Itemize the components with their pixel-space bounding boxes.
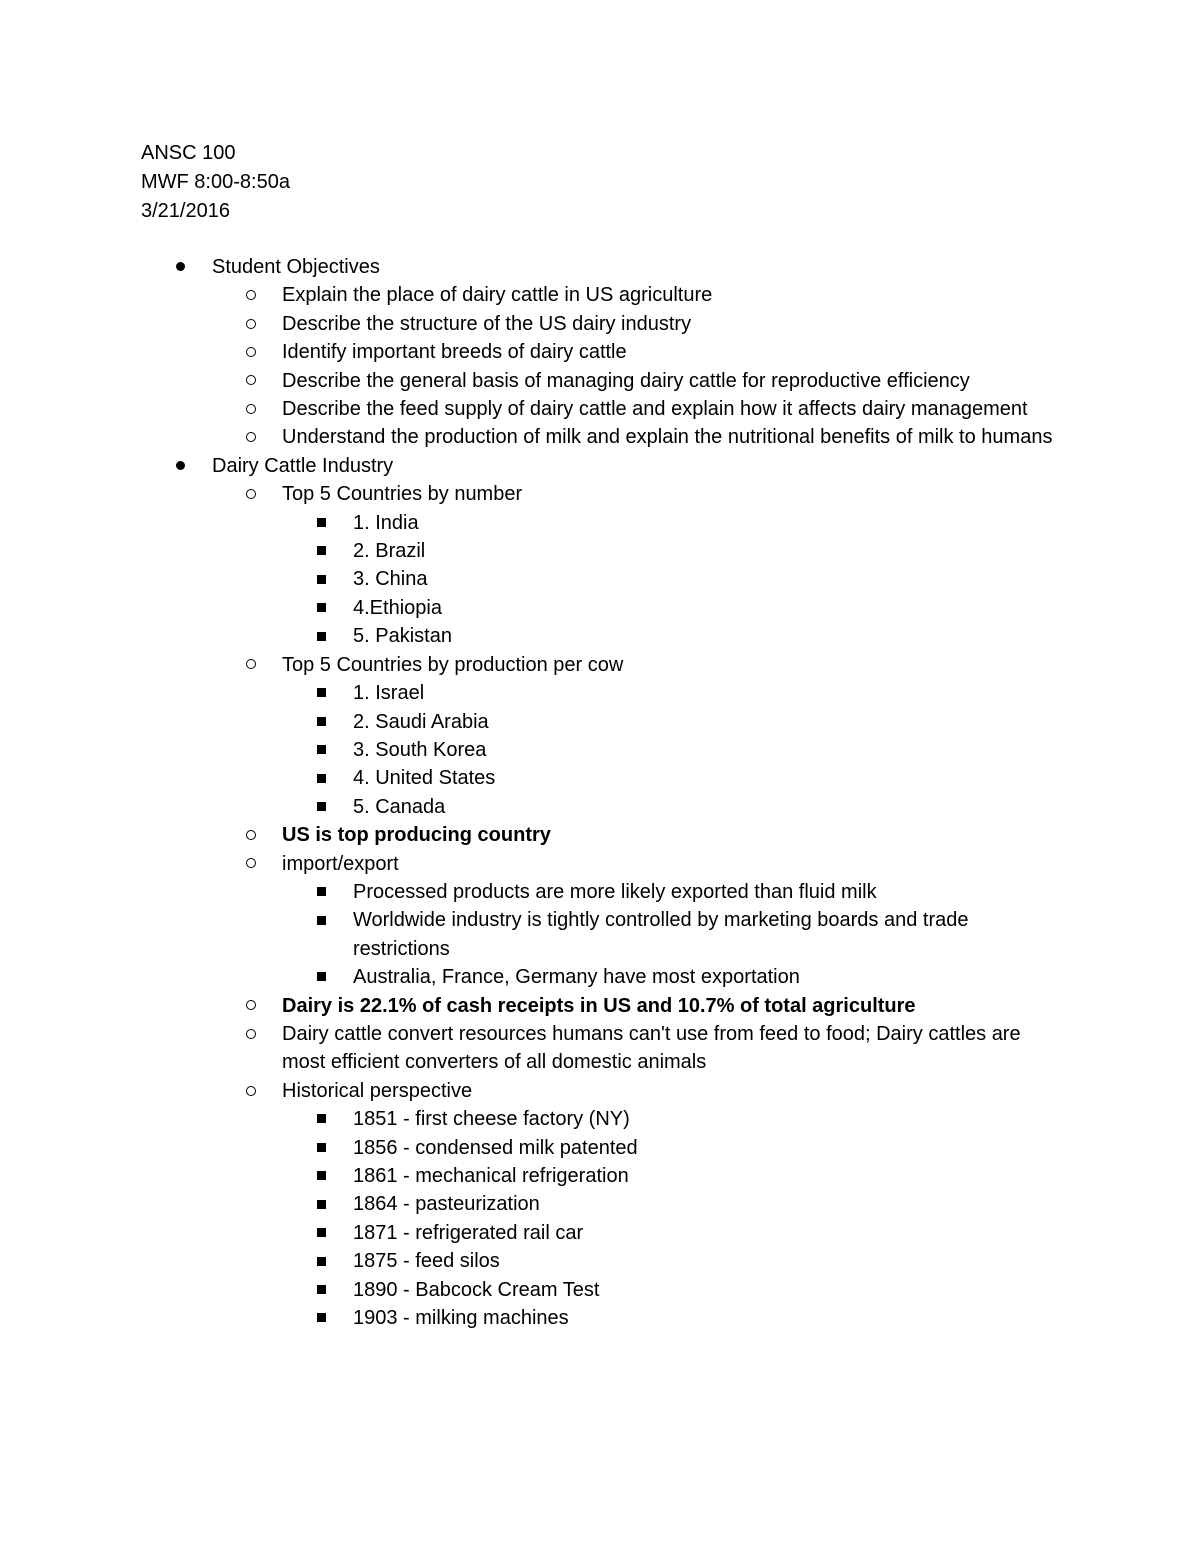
ring-bullet-icon bbox=[246, 651, 256, 679]
section-student-objectives bbox=[0, 253, 1200, 281]
list-item bbox=[0, 310, 1200, 338]
key-fact: Dairy is 22.1% of cash receipts in US and 10.7% of total agriculture bbox=[282, 994, 916, 1017]
list-item bbox=[0, 1020, 1200, 1077]
list-item bbox=[0, 1134, 1200, 1162]
list-item bbox=[0, 395, 1200, 423]
ring-bullet-icon bbox=[246, 281, 256, 309]
square-bullet-icon bbox=[317, 1304, 326, 1332]
square-bullet-icon bbox=[317, 906, 326, 934]
disc-bullet-icon bbox=[176, 253, 185, 281]
list-item bbox=[0, 1276, 1200, 1304]
square-bullet-icon bbox=[317, 1134, 326, 1162]
objective-text: Identify important breeds of dairy cattle bbox=[282, 341, 627, 364]
square-bullet-icon bbox=[317, 622, 326, 650]
subsection-label: Historical perspective bbox=[282, 1079, 473, 1102]
country-rank: 4. United States bbox=[353, 767, 496, 790]
ring-bullet-icon bbox=[246, 1077, 256, 1105]
list-item bbox=[0, 850, 1200, 878]
list-item bbox=[0, 480, 1200, 508]
country-rank: 5. Canada bbox=[353, 795, 446, 818]
country-rank: 2. Saudi Arabia bbox=[353, 710, 489, 733]
list-item bbox=[0, 651, 1200, 679]
list-item bbox=[0, 1304, 1200, 1332]
list-item bbox=[0, 1247, 1200, 1275]
note-text: Australia, France, Germany have most exportation bbox=[353, 966, 800, 989]
list-item bbox=[0, 906, 1200, 963]
list-item bbox=[0, 565, 1200, 593]
list-item bbox=[0, 963, 1200, 991]
objective-text: Understand the production of milk and explain the nutritional benefits of milk to humans bbox=[282, 426, 1053, 449]
list-item bbox=[0, 509, 1200, 537]
list-item bbox=[0, 594, 1200, 622]
square-bullet-icon bbox=[317, 679, 326, 707]
list-item bbox=[0, 878, 1200, 906]
class-schedule: MWF 8:00-8:50a bbox=[141, 171, 290, 193]
subsection-label: Top 5 Countries by production per cow bbox=[282, 653, 624, 676]
square-bullet-icon bbox=[317, 764, 326, 792]
list-item bbox=[0, 622, 1200, 650]
square-bullet-icon bbox=[317, 1162, 326, 1190]
ring-bullet-icon bbox=[246, 423, 256, 451]
square-bullet-icon bbox=[317, 1190, 326, 1218]
note-date: 3/21/2016 bbox=[141, 200, 230, 222]
section-title: Student Objectives bbox=[212, 256, 380, 278]
note-text: Processed products are more likely exported than fluid milk bbox=[353, 880, 877, 903]
square-bullet-icon bbox=[317, 793, 326, 821]
objective-text: Describe the general basis of managing dairy cattle for reproductive efficiency bbox=[282, 369, 970, 392]
square-bullet-icon bbox=[317, 878, 326, 906]
list-item bbox=[0, 736, 1200, 764]
ring-bullet-icon bbox=[246, 338, 256, 366]
section-dairy-cattle-industry bbox=[0, 452, 1200, 480]
country-rank: 1. Israel bbox=[353, 682, 425, 705]
section-title: Dairy Cattle Industry bbox=[212, 454, 394, 477]
ring-bullet-icon bbox=[246, 367, 256, 395]
note-text: Worldwide industry is tightly controlled by marketing boards and trade restrictions bbox=[353, 909, 969, 960]
country-rank: 2. Brazil bbox=[353, 540, 426, 563]
subsection-label: import/export bbox=[282, 852, 399, 875]
history-event: 1861 - mechanical refrigeration bbox=[353, 1165, 629, 1187]
list-item bbox=[0, 1105, 1200, 1133]
list-item bbox=[0, 338, 1200, 366]
list-item bbox=[0, 1190, 1200, 1218]
objective-text: Explain the place of dairy cattle in US agriculture bbox=[282, 284, 713, 307]
ring-bullet-icon bbox=[246, 480, 256, 508]
ring-bullet-icon bbox=[246, 1020, 256, 1048]
country-rank: 3. China bbox=[353, 568, 428, 591]
history-event: 1875 - feed silos bbox=[353, 1250, 500, 1273]
country-rank: 5. Pakistan bbox=[353, 625, 452, 648]
objective-text: Describe the structure of the US dairy industry bbox=[282, 312, 692, 335]
list-item bbox=[0, 821, 1200, 849]
square-bullet-icon bbox=[317, 1247, 326, 1275]
list-item bbox=[0, 367, 1200, 395]
list-item bbox=[0, 708, 1200, 736]
ring-bullet-icon bbox=[246, 850, 256, 878]
square-bullet-icon bbox=[317, 963, 326, 991]
square-bullet-icon bbox=[317, 537, 326, 565]
list-item bbox=[0, 423, 1200, 451]
country-rank: 4.Ethiopia bbox=[353, 596, 442, 619]
course-code: ANSC 100 bbox=[141, 142, 236, 164]
square-bullet-icon bbox=[317, 1219, 326, 1247]
history-event: 1871 - refrigerated rail car bbox=[353, 1221, 584, 1244]
square-bullet-icon bbox=[317, 1276, 326, 1304]
list-item bbox=[0, 1219, 1200, 1247]
list-item bbox=[0, 764, 1200, 792]
history-event: 1864 - pasteurization bbox=[353, 1193, 540, 1216]
ring-bullet-icon bbox=[246, 821, 256, 849]
ring-bullet-icon bbox=[246, 310, 256, 338]
country-rank: 3. South Korea bbox=[353, 738, 487, 761]
note-header bbox=[141, 139, 290, 226]
list-item bbox=[0, 1077, 1200, 1105]
history-event: 1851 - first cheese factory (NY) bbox=[353, 1108, 630, 1131]
square-bullet-icon bbox=[317, 736, 326, 764]
history-event: 1903 - milking machines bbox=[353, 1307, 569, 1330]
list-item bbox=[0, 537, 1200, 565]
list-item bbox=[0, 1162, 1200, 1190]
key-fact: US is top producing country bbox=[282, 824, 551, 847]
list-item bbox=[0, 281, 1200, 309]
list-item bbox=[0, 992, 1200, 1020]
square-bullet-icon bbox=[317, 1105, 326, 1133]
disc-bullet-icon bbox=[176, 452, 185, 480]
ring-bullet-icon bbox=[246, 395, 256, 423]
note-text: Dairy cattle convert resources humans can't use from feed to food; Dairy cattles are most efficient converters of all domestic animals bbox=[282, 1022, 1021, 1074]
ring-bullet-icon bbox=[246, 992, 256, 1020]
subsection-label: Top 5 Countries by number bbox=[282, 483, 523, 506]
outline bbox=[0, 253, 1200, 1332]
square-bullet-icon bbox=[317, 509, 326, 537]
square-bullet-icon bbox=[317, 594, 326, 622]
history-event: 1890 - Babcock Cream Test bbox=[353, 1278, 600, 1301]
objective-text: Describe the feed supply of dairy cattle and explain how it affects dairy management bbox=[282, 398, 1028, 421]
history-event: 1856 - condensed milk patented bbox=[353, 1136, 638, 1159]
list-item bbox=[0, 679, 1200, 707]
list-item bbox=[0, 793, 1200, 821]
square-bullet-icon bbox=[317, 565, 326, 593]
country-rank: 1. India bbox=[353, 511, 419, 534]
square-bullet-icon bbox=[317, 708, 326, 736]
